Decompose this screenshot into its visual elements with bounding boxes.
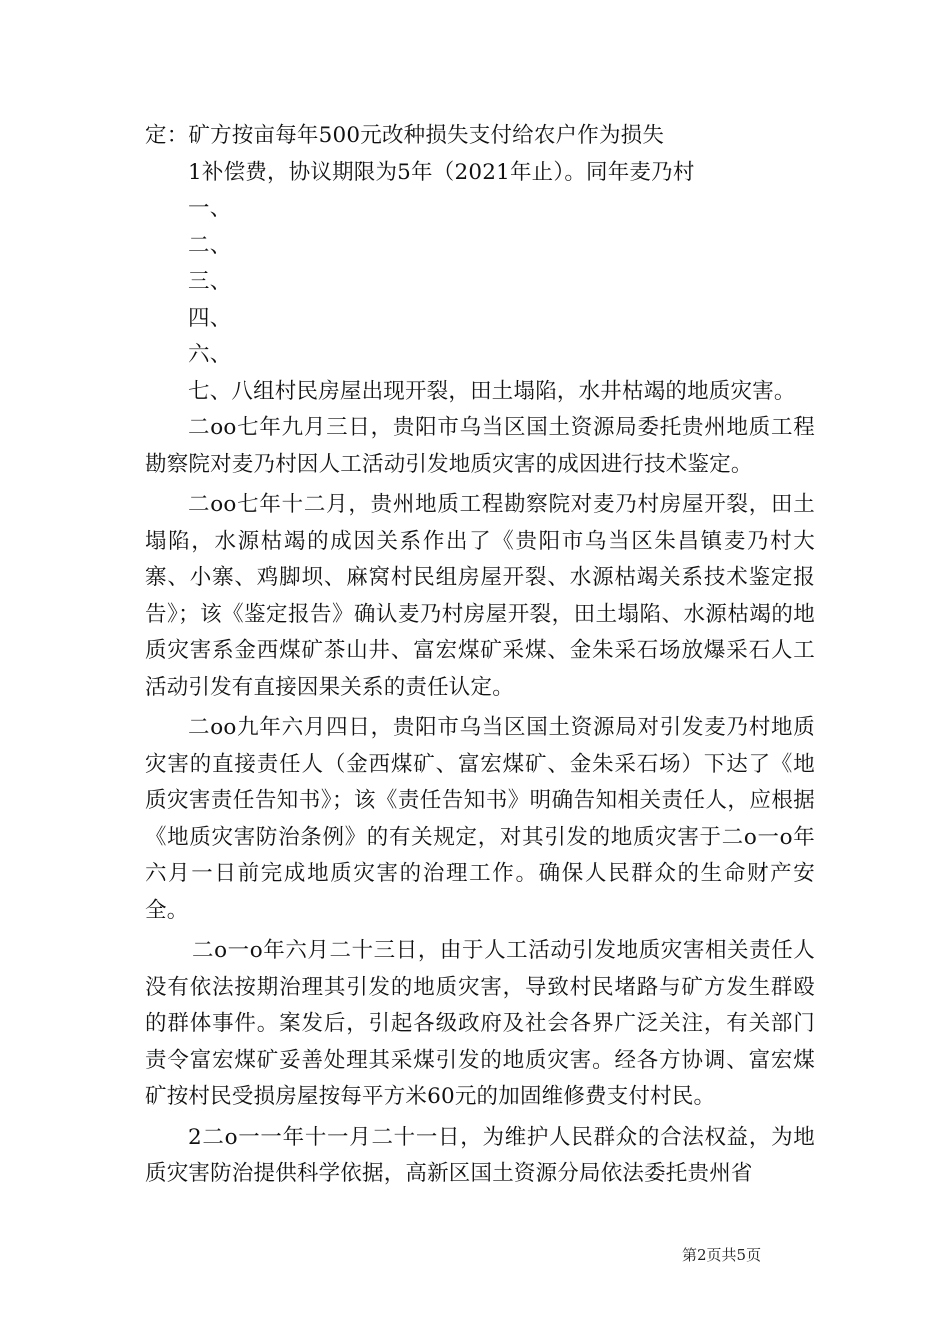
page-number-footer: 第2页共5页 [682,1246,762,1264]
paragraph-village-groups: 七、八组村民房屋出现开裂，田土塌陷，水井枯竭的地质灾害。 [188,378,796,404]
list-item-3: 三、 [188,269,232,294]
list-item-4: 四、 [188,305,232,331]
document-body [145,118,815,1193]
paragraph-2011-november: 2二o一一年十一月二十一日，为维护人民群众的合法权益，为地质灾害防治提供科学依据，高新区国土资源分局依法委托贵州省 [145,1124,815,1186]
paragraph-2010-june: 二o一o年六月二十三日，由于人工活动引发地质灾害相关责任人没有依法按期治理其引发的地质灾害，导致村民堵路与矿方发生群殴的群体事件。案发后，引起各级政府及社会各界广泛关注，有关部门责令富宏煤矿妥善处理其采煤引发的地质灾害。经各方协调、富宏煤矿按村民受损房屋按每平方米60元的加固维修费支付村民。 [145,938,815,1109]
paragraph-2007-september: 二oo七年九月三日，贵阳市乌当区国土资源局委托贵州地质工程勘察院对麦乃村因人工活动引发地质灾害的成因进行技术鉴定。 [145,415,815,477]
paragraph-2009-june: 二oo九年六月四日，贵阳市乌当区国土资源局对引发麦乃村地质灾害的直接责任人（金西煤矿、富宏煤矿、金朱采石场）下达了《地质灾害责任告知书》；该《责任告知书》明确告知相关责任人，应根据《地质灾害防治条例》的有关规定，对其引发的地质灾害于二o一o年六月一日前完成地质灾害的治理工作。确保人民群众的生命财产安全。 [145,715,815,923]
paragraph-1: 定：矿方按亩每年500元改种损失支付给农户作为损失 [145,123,665,148]
list-item-2: 二、 [188,232,232,258]
list-item-6: 六、 [188,342,232,367]
paragraph-2007-december: 二oo七年十二月，贵州地质工程勘察院对麦乃村房屋开裂，田土塌陷，水源枯竭的成因关系作出了《贵阳市乌当区朱昌镇麦乃村大寨、小寨、鸡脚坝、麻窝村民组房屋开裂、水源枯竭关系技术鉴定报告》；该《鉴定报告》确认麦乃村房屋开裂，田土塌陷、水源枯竭的地质灾害系金西煤矿茶山井、富宏煤矿采煤、金朱采石场放爆采石人工活动引发有直接因果关系的责任认定。 [145,492,815,700]
paragraph-2: 1补偿费，协议期限为5年（2021年止）。同年麦乃村 [188,159,695,185]
list-item-1: 一、 [188,196,232,221]
